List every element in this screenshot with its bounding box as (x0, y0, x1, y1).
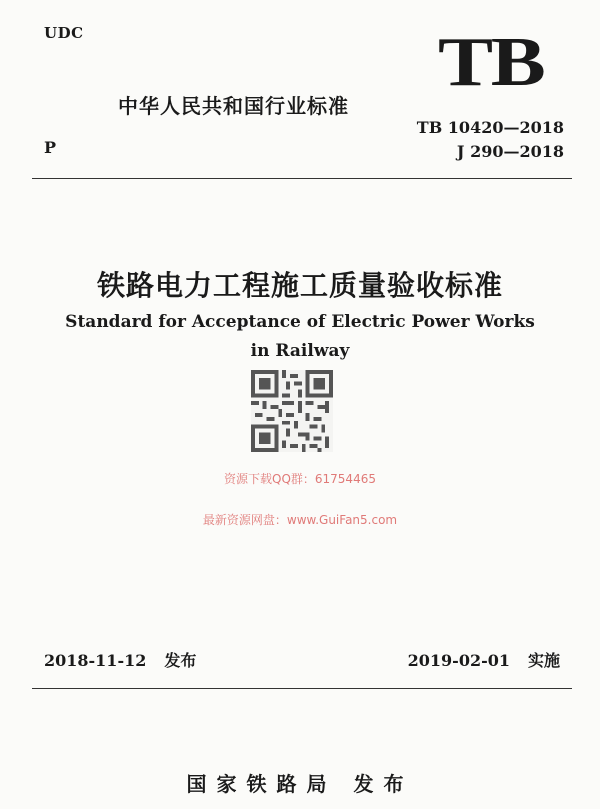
issue-date-label: 发布 (164, 651, 197, 670)
standard-code: TB 10420—2018 (416, 118, 564, 137)
top-divider (32, 178, 572, 179)
title-chinese: 铁路电力工程施工质量验收标准 (96, 269, 503, 302)
effective-date (408, 648, 560, 671)
qr-code-icon (251, 370, 333, 452)
effective-date-label: 实施 (527, 651, 560, 670)
category-label: P (44, 138, 57, 157)
effective-date-value: 2019-02-01 (407, 651, 510, 670)
record-code: J 290—2018 (456, 142, 564, 161)
watermark-qq: 资源下载QQ群：61754465 (224, 472, 376, 486)
publisher: 国家铁路局 发布 (186, 772, 414, 796)
issue-date (44, 648, 196, 671)
udc-label: UDC (44, 24, 84, 42)
watermark-website: 最新资源网盘：www.GuiFan5.com (202, 513, 398, 527)
bottom-divider (32, 688, 572, 689)
title-english-line2: in Railway (250, 341, 350, 361)
tb-logo: TB (438, 24, 544, 101)
standard-type: 中华人民共和国行业标准 (118, 94, 349, 118)
title-english-line1: Standard for Acceptance of Electric Power Works (65, 312, 535, 332)
issue-date-value: 2018-11-12 (44, 651, 147, 670)
